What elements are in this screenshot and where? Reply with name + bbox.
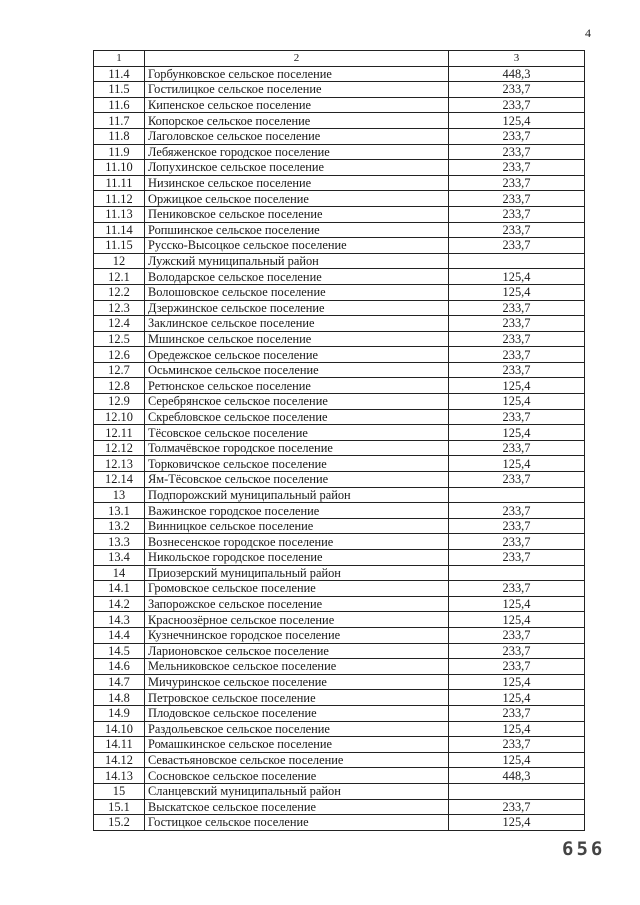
- settlement-name-cell: Осьминское сельское поселение: [145, 362, 449, 378]
- table-row: [94, 113, 585, 129]
- table-row: [94, 815, 585, 831]
- settlement-name-cell: Ям-Тёсовское сельское поселение: [145, 472, 449, 488]
- value-cell: 233,7: [449, 331, 585, 347]
- value-cell: 233,7: [449, 503, 585, 519]
- table-row: [94, 768, 585, 784]
- table-row: [94, 643, 585, 659]
- table-row: [94, 721, 585, 737]
- settlement-name-cell: Подпорожский муниципальный район: [145, 487, 449, 503]
- row-number-cell: 11.9: [94, 144, 145, 160]
- table-row: [94, 612, 585, 628]
- settlement-name-cell: Ларионовское сельское поселение: [145, 643, 449, 659]
- table-row: [94, 144, 585, 160]
- row-number-cell: 11.15: [94, 238, 145, 254]
- row-number-cell: 14.8: [94, 690, 145, 706]
- row-number-cell: 12.3: [94, 300, 145, 316]
- table-row: [94, 160, 585, 176]
- value-cell: 233,7: [449, 627, 585, 643]
- settlement-name-cell: Торковичское сельское поселение: [145, 456, 449, 472]
- header-col-1: 1: [94, 51, 145, 67]
- value-cell: 233,7: [449, 409, 585, 425]
- row-number-cell: 14.4: [94, 627, 145, 643]
- row-number-cell: 12.7: [94, 362, 145, 378]
- value-cell: 233,7: [449, 799, 585, 815]
- settlement-name-cell: Мельниковское сельское поселение: [145, 659, 449, 675]
- table-row: [94, 518, 585, 534]
- row-number-cell: 12.10: [94, 409, 145, 425]
- row-number-cell: 12.13: [94, 456, 145, 472]
- table-row: [94, 66, 585, 82]
- handwritten-page-stamp: 656: [562, 838, 606, 860]
- row-number-cell: 14.2: [94, 596, 145, 612]
- settlement-name-cell: Мшинское сельское поселение: [145, 331, 449, 347]
- table-row: [94, 284, 585, 300]
- settlement-name-cell: Низинское сельское поселение: [145, 175, 449, 191]
- table-row: [94, 425, 585, 441]
- value-cell: 233,7: [449, 362, 585, 378]
- value-cell: 233,7: [449, 206, 585, 222]
- row-number-cell: 14.9: [94, 705, 145, 721]
- value-cell: 125,4: [449, 815, 585, 831]
- value-cell: 233,7: [449, 550, 585, 566]
- value-cell: 233,7: [449, 160, 585, 176]
- value-cell: [449, 783, 585, 799]
- settlement-name-cell: Тёсовское сельское поселение: [145, 425, 449, 441]
- settlement-name-cell: Ромашкинское сельское поселение: [145, 737, 449, 753]
- page-number: 4: [585, 26, 591, 40]
- value-cell: 233,7: [449, 347, 585, 363]
- row-number-cell: 14.11: [94, 737, 145, 753]
- value-cell: 125,4: [449, 690, 585, 706]
- table-row: [94, 581, 585, 597]
- row-number-cell: 12.5: [94, 331, 145, 347]
- table-row: [94, 550, 585, 566]
- row-number-cell: 13.2: [94, 518, 145, 534]
- table-row: [94, 331, 585, 347]
- table-row: [94, 690, 585, 706]
- value-cell: 233,7: [449, 144, 585, 160]
- table-row: [94, 191, 585, 207]
- value-cell: 125,4: [449, 394, 585, 410]
- row-number-cell: 11.12: [94, 191, 145, 207]
- settlement-name-cell: Приозерский муниципальный район: [145, 565, 449, 581]
- row-number-cell: 11.8: [94, 128, 145, 144]
- row-number-cell: 14.7: [94, 674, 145, 690]
- row-number-cell: 13.4: [94, 550, 145, 566]
- row-number-cell: 12: [94, 253, 145, 269]
- table-row: [94, 347, 585, 363]
- settlement-name-cell: Лебяженское городское поселение: [145, 144, 449, 160]
- row-number-cell: 11.7: [94, 113, 145, 129]
- row-number-cell: 14.10: [94, 721, 145, 737]
- table-row: [94, 783, 585, 799]
- row-number-cell: 14.1: [94, 581, 145, 597]
- header-col-2: 2: [145, 51, 449, 67]
- row-number-cell: 12.9: [94, 394, 145, 410]
- value-cell: 233,7: [449, 659, 585, 675]
- row-number-cell: 14.13: [94, 768, 145, 784]
- row-number-cell: 11.5: [94, 82, 145, 98]
- value-cell: 125,4: [449, 674, 585, 690]
- row-number-cell: 12.4: [94, 316, 145, 332]
- table-row: [94, 503, 585, 519]
- row-number-cell: 15.1: [94, 799, 145, 815]
- settlement-name-cell: Дзержинское сельское поселение: [145, 300, 449, 316]
- settlement-name-cell: Важинское городское поселение: [145, 503, 449, 519]
- value-cell: 125,4: [449, 456, 585, 472]
- settlement-name-cell: Севастьяновское сельское поселение: [145, 752, 449, 768]
- table-row: [94, 596, 585, 612]
- value-cell: 448,3: [449, 66, 585, 82]
- table-row: [94, 674, 585, 690]
- row-number-cell: 11.11: [94, 175, 145, 191]
- value-cell: [449, 565, 585, 581]
- settlement-name-cell: Лаголовское сельское поселение: [145, 128, 449, 144]
- row-number-cell: 11.6: [94, 97, 145, 113]
- table-row: [94, 456, 585, 472]
- header-col-3: 3: [449, 51, 585, 67]
- row-number-cell: 12.2: [94, 284, 145, 300]
- settlement-name-cell: Кипенское сельское поселение: [145, 97, 449, 113]
- value-cell: 233,7: [449, 737, 585, 753]
- row-number-cell: 11.14: [94, 222, 145, 238]
- table-row: [94, 300, 585, 316]
- settlement-name-cell: Скребловское сельское поселение: [145, 409, 449, 425]
- value-cell: [449, 253, 585, 269]
- value-cell: 125,4: [449, 596, 585, 612]
- value-cell: 233,7: [449, 300, 585, 316]
- value-cell: 233,7: [449, 175, 585, 191]
- settlement-name-cell: Ропшинское сельское поселение: [145, 222, 449, 238]
- table-row: [94, 565, 585, 581]
- value-cell: 448,3: [449, 768, 585, 784]
- settlement-name-cell: Запорожское сельское поселение: [145, 596, 449, 612]
- table-row: [94, 378, 585, 394]
- value-cell: 233,7: [449, 518, 585, 534]
- table-row: [94, 472, 585, 488]
- value-cell: 233,7: [449, 440, 585, 456]
- value-cell: 125,4: [449, 269, 585, 285]
- table-body: [94, 51, 585, 831]
- value-cell: 233,7: [449, 581, 585, 597]
- value-cell: 125,4: [449, 378, 585, 394]
- table-row: [94, 534, 585, 550]
- table-row: [94, 752, 585, 768]
- row-number-cell: 12.1: [94, 269, 145, 285]
- settlement-name-cell: Копорское сельское поселение: [145, 113, 449, 129]
- table-row: [94, 175, 585, 191]
- row-number-cell: 11.4: [94, 66, 145, 82]
- settlements-table: [93, 50, 585, 831]
- row-number-cell: 14.12: [94, 752, 145, 768]
- value-cell: 233,7: [449, 222, 585, 238]
- table-row: [94, 222, 585, 238]
- row-number-cell: 11.10: [94, 160, 145, 176]
- value-cell: 233,7: [449, 82, 585, 98]
- row-number-cell: 12.11: [94, 425, 145, 441]
- value-cell: 233,7: [449, 97, 585, 113]
- settlement-name-cell: Лужский муниципальный район: [145, 253, 449, 269]
- value-cell: 125,4: [449, 612, 585, 628]
- settlement-name-cell: Лопухинское сельское поселение: [145, 160, 449, 176]
- value-cell: 125,4: [449, 721, 585, 737]
- row-number-cell: 12.8: [94, 378, 145, 394]
- settlement-name-cell: Вознесенское городское поселение: [145, 534, 449, 550]
- settlement-name-cell: Мичуринское сельское поселение: [145, 674, 449, 690]
- row-number-cell: 13.3: [94, 534, 145, 550]
- table-row: [94, 799, 585, 815]
- row-number-cell: 12.6: [94, 347, 145, 363]
- settlement-name-cell: Кузнечнинское городское поселение: [145, 627, 449, 643]
- settlement-name-cell: Русско-Высоцкое сельское поселение: [145, 238, 449, 254]
- table-row: [94, 97, 585, 113]
- settlement-name-cell: Оредежское сельское поселение: [145, 347, 449, 363]
- value-cell: 125,4: [449, 425, 585, 441]
- row-number-cell: 14: [94, 565, 145, 581]
- table-row: [94, 253, 585, 269]
- settlement-name-cell: Выскатское сельское поселение: [145, 799, 449, 815]
- settlement-name-cell: Волошовское сельское поселение: [145, 284, 449, 300]
- row-number-cell: 11.13: [94, 206, 145, 222]
- table-row: [94, 269, 585, 285]
- row-number-cell: 13.1: [94, 503, 145, 519]
- settlement-name-cell: Оржицкое сельское поселение: [145, 191, 449, 207]
- settlement-name-cell: Плодовское сельское поселение: [145, 705, 449, 721]
- row-number-cell: 14.6: [94, 659, 145, 675]
- table-row: [94, 128, 585, 144]
- table-row: [94, 409, 585, 425]
- table-row: [94, 362, 585, 378]
- settlement-name-cell: Толмачёвское городское поселение: [145, 440, 449, 456]
- value-cell: 233,7: [449, 191, 585, 207]
- value-cell: 233,7: [449, 534, 585, 550]
- row-number-cell: 15: [94, 783, 145, 799]
- settlement-name-cell: Громовское сельское поселение: [145, 581, 449, 597]
- value-cell: 233,7: [449, 128, 585, 144]
- row-number-cell: 14.5: [94, 643, 145, 659]
- row-number-cell: 12.12: [94, 440, 145, 456]
- table-row: [94, 627, 585, 643]
- settlement-name-cell: Гостилицкое сельское поселение: [145, 82, 449, 98]
- table-row: [94, 206, 585, 222]
- row-number-cell: 15.2: [94, 815, 145, 831]
- value-cell: 125,4: [449, 752, 585, 768]
- table-row: [94, 82, 585, 98]
- settlement-name-cell: Пениковское сельское поселение: [145, 206, 449, 222]
- settlement-name-cell: Серебрянское сельское поселение: [145, 394, 449, 410]
- settlement-name-cell: Володарское сельское поселение: [145, 269, 449, 285]
- settlement-name-cell: Раздольевское сельское поселение: [145, 721, 449, 737]
- table-row: [94, 440, 585, 456]
- settlement-name-cell: Ретюнское сельское поселение: [145, 378, 449, 394]
- settlement-name-cell: Никольское городское поселение: [145, 550, 449, 566]
- settlement-name-cell: Горбунковское сельское поселение: [145, 66, 449, 82]
- table-row: [94, 394, 585, 410]
- row-number-cell: 14.3: [94, 612, 145, 628]
- settlement-name-cell: Красноозёрное сельское поселение: [145, 612, 449, 628]
- value-cell: 125,4: [449, 113, 585, 129]
- value-cell: 233,7: [449, 472, 585, 488]
- value-cell: 125,4: [449, 284, 585, 300]
- settlement-name-cell: Сланцевский муниципальный район: [145, 783, 449, 799]
- value-cell: 233,7: [449, 316, 585, 332]
- table-row: [94, 705, 585, 721]
- settlement-name-cell: Винницкое сельское поселение: [145, 518, 449, 534]
- value-cell: 233,7: [449, 705, 585, 721]
- table-row: [94, 238, 585, 254]
- settlement-name-cell: Заклинское сельское поселение: [145, 316, 449, 332]
- row-number-cell: 13: [94, 487, 145, 503]
- settlement-name-cell: Петровское сельское поселение: [145, 690, 449, 706]
- table-row: [94, 659, 585, 675]
- row-number-cell: 12.14: [94, 472, 145, 488]
- settlement-name-cell: Сосновское сельское поселение: [145, 768, 449, 784]
- value-cell: 233,7: [449, 238, 585, 254]
- value-cell: 233,7: [449, 643, 585, 659]
- settlement-name-cell: Гостицкое сельское поселение: [145, 815, 449, 831]
- value-cell: [449, 487, 585, 503]
- table-row: [94, 737, 585, 753]
- table-row: [94, 487, 585, 503]
- table-header-row: [94, 51, 585, 67]
- table-row: [94, 316, 585, 332]
